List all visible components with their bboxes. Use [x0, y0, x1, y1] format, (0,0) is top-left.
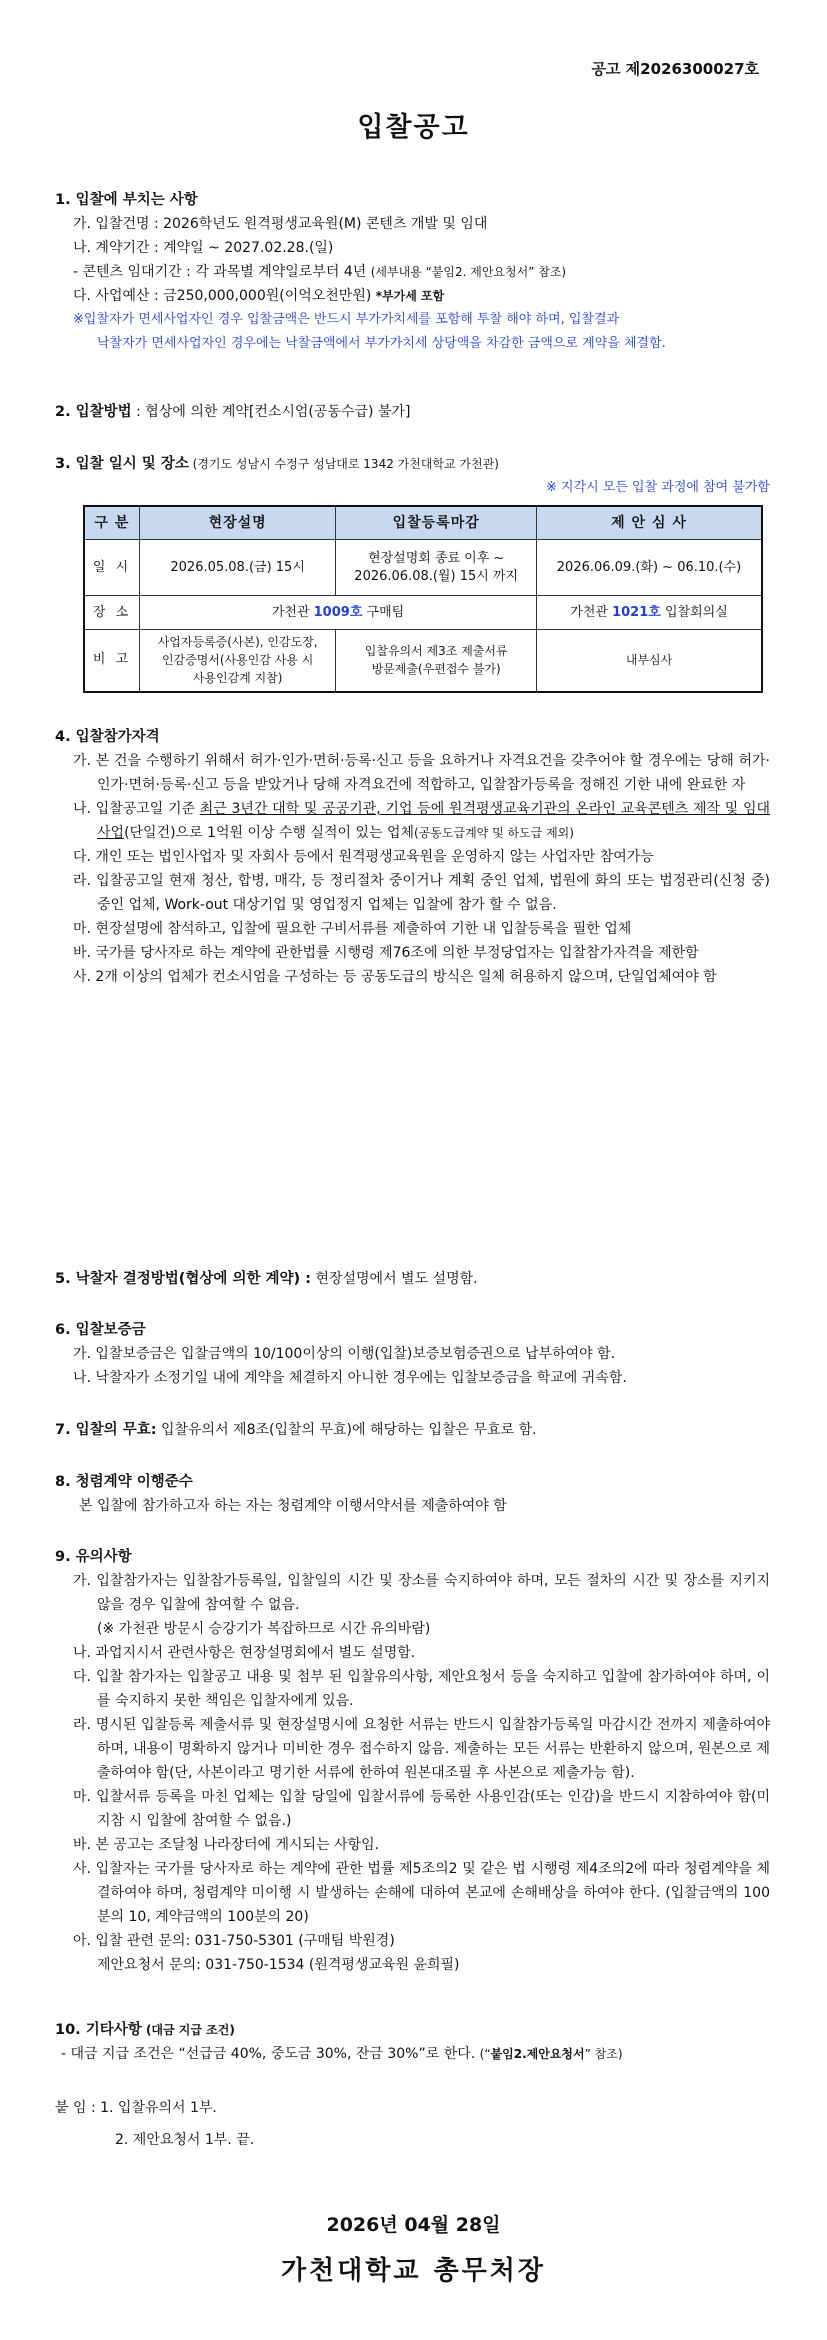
row-label-place: 장 소	[84, 596, 140, 630]
s4-item-a: 가. 본 건을 수행하기 위해서 허가·인가·면허·등록·신고 등을 요하거나 자격요건을 갖추어야 할 경우에는 당해 허가·인가·면허·등록·신고 등을 받았거나 당해 자격요건에 적합하고, 입찰참가등록을 정해진 기한 내에 완료한 자	[73, 753, 770, 793]
cell-briefing-remarks	[140, 630, 336, 692]
table-row	[84, 506, 762, 540]
section-2-heading: 2. 입찰방법	[55, 404, 132, 420]
section-2	[55, 400, 770, 424]
s9-item-h2: 제안요청서 문의: 031-750-1534 (원격평생교육원 윤희필)	[97, 1957, 460, 1973]
cell-review-remarks: 내부심사	[537, 630, 762, 692]
notice-date: 2026년 04월 28일	[326, 2214, 501, 2236]
row-label-datetime: 일 시	[84, 540, 140, 596]
cell-briefing-date: 2026.05.08.(금) 15시	[140, 540, 336, 596]
s4-item-b-post: (단일건)으로 1억원 이상 수행 실적이 있는 업체	[124, 825, 415, 841]
s4-item-b-note: (공동도급계약 및 하도급 제외)	[414, 826, 574, 840]
section-9	[55, 1545, 770, 1977]
section-3-heading: 3. 입찰 일시 및 장소	[55, 456, 189, 472]
section-8	[55, 1470, 770, 1518]
cell-review-place	[537, 596, 762, 630]
s4-item-f: 바. 국가를 당사자로 하는 계약에 관한법률 시행령 제76조에 의한 부정당업자는 입찰참가자격을 제한함	[73, 945, 699, 961]
issuing-organization: 가천대학교 총무처장	[280, 2256, 547, 2286]
cell-remarks-line2: 인감증명서(사용인감 사용 시	[161, 653, 314, 668]
section-5-heading: 5. 낙찰자 결정방법(협상에 의한 계약) :	[55, 1271, 311, 1287]
cell-place-prefix: 가천관	[271, 604, 314, 620]
section-3	[55, 452, 770, 500]
s1-item-d	[55, 284, 770, 308]
attachments	[55, 2096, 770, 2152]
section-8-text: 본 입찰에 참가하고자 하는 자는 청렴계약 이행서약서를 제출하여야 함	[79, 1498, 507, 1514]
table-row	[84, 540, 762, 596]
table-header-briefing: 현장설명	[140, 506, 336, 540]
s9-item-e: 마. 입찰서류 등록을 마친 업체는 입찰 당일에 입찰서류에 등록한 사용인감(또는 인감)을 반드시 지참하여야 함(미지참 시 입찰에 참여할 수 없음.)	[73, 1789, 770, 1829]
section-10-heading: 10. 기타사항	[55, 2022, 142, 2038]
s1-note-line1: ※입찰자가 면세사업자인 경우 입찰금액은 반드시 부가가치세를 포함해 투찰 해야 하며, 입찰결과	[73, 312, 620, 327]
cell-place-room: 1009호	[313, 604, 363, 620]
section-7-text: 입찰유의서 제8조(입찰의 무효)에 해당하는 입찰은 무효로 함.	[156, 1422, 537, 1438]
section-7	[55, 1418, 770, 1442]
cell-review-date: 2026.06.09.(화) ~ 06.10.(수)	[537, 540, 762, 596]
schedule-table	[83, 505, 763, 693]
s6-item-a: 가. 입찰보증금은 입찰금액의 10/100이상의 이행(입찰)보증보험증권으로 납부하여야 함.	[73, 1346, 616, 1362]
cell-place-suffix: 구매팀	[362, 604, 405, 620]
s6-item-b: 나. 낙찰자가 소정기일 내에 계약을 체결하지 아니한 경우에는 입찰보증금을 학교에 귀속함.	[73, 1370, 627, 1386]
section-8-heading: 8. 청렴계약 이행준수	[55, 1474, 193, 1490]
cell-review-place-room: 1021호	[612, 604, 661, 620]
s9-item-f: 바. 본 공고는 조달청 나라장터에 게시되는 사항임.	[73, 1837, 380, 1853]
section-9-heading: 9. 유의사항	[55, 1549, 132, 1565]
table-row	[84, 630, 762, 692]
page-title: 입찰공고	[357, 112, 470, 143]
cell-review-place-prefix: 가천관	[570, 604, 613, 620]
s9-item-b: 나. 과업지시서 관련사항은 현장설명회에서 별도 설명함.	[73, 1645, 416, 1661]
section-3-place: (경기도 성남시 수정구 성남대로 1342 가천대학교 가천관)	[188, 457, 499, 471]
cell-registration-date-line1: 현장설명회 종료 이후 ~	[368, 550, 505, 566]
s9-item-c: 다. 입찰 참가자는 입찰공고 내용 및 첨부 된 입찰유의사항, 제안요청서 등을 숙지하고 입찰에 참가하여야 하며, 이를 숙지하지 못한 책임은 입찰자에게 있음.	[73, 1669, 770, 1709]
attachment-item-2: 2. 제안요청서 1부. 끝.	[115, 2132, 255, 2148]
s1-item-d-text: 다. 사업예산 : 금250,000,000원(이억오천만원)	[73, 288, 376, 304]
section-10	[55, 2018, 770, 2066]
s4-item-g: 사. 2개 이상의 업체가 컨소시엄을 구성하는 등 공동도급의 방식은 일체 허용하지 않으며, 단일업체여야 함	[73, 969, 717, 985]
s1-item-a: 가. 입찰건명 : 2026학년도 원격평생교육원(M) 콘텐츠 개발 및 임대	[73, 216, 488, 232]
attachment-item-1: 붙 임 : 1. 입찰유의서 1부.	[55, 2100, 217, 2116]
s9-item-a: 가. 입찰참가자는 입찰참가등록일, 입찰일의 시간 및 장소를 숙지하여야 하며, 모든 절차의 시간 및 장소를 지키지 않을 경우 입찰에 참여할 수 없음.	[73, 1573, 770, 1613]
s1-item-c	[55, 260, 770, 284]
section-6	[55, 1318, 770, 1390]
section-7-heading: 7. 입찰의 무효:	[55, 1422, 157, 1438]
section-3-note: ※ 지각시 모든 입찰 과정에 참여 불가함	[545, 480, 770, 495]
cell-remarks-line1: 사업자등록증(사본), 인감도장,	[157, 635, 318, 650]
s4-item-c: 다. 개인 또는 법인사업자 및 자회사 등에서 원격평생교육원을 운영하지 않는 사업자만 참여가능	[73, 849, 654, 865]
s4-item-e: 마. 현장설명에 참석하고, 입찰에 필요한 구비서류를 제출하여 기한 내 입찰등록을 필한 업체	[73, 921, 632, 937]
s1-item-d-note: *부가세 포함	[375, 289, 445, 303]
s4-item-b	[55, 797, 770, 845]
section-2-text: : 협상에 의한 계약[컨소시엄(공동수급) 불가]	[131, 404, 411, 420]
s1-item-c-note: (세부내용 “붙임2. 제안요청서” 참조)	[370, 265, 567, 279]
s9-item-a-note: (※ 가천관 방문시 승강기가 복잡하므로 시간 유의바람)	[97, 1621, 431, 1637]
cell-reg-remarks-line1: 입찰유의서 제3조 제출서류	[364, 644, 508, 659]
section-10-ref-doc: 붙임2.제안요청서	[490, 2047, 585, 2061]
s1-item-b: 나. 계약기간 : 계약일 ~ 2027.02.28.(일)	[73, 240, 334, 256]
table-header-category: 구 분	[84, 506, 140, 540]
table-header-registration: 입찰등록마감	[336, 506, 537, 540]
section-5	[55, 1267, 770, 1291]
section-5-text: 현장설명에서 별도 설명함.	[311, 1271, 478, 1287]
section-10-ref-open: (“	[479, 2047, 491, 2061]
cell-registration-date-line2: 2026.06.08.(월) 15시 까지	[354, 568, 519, 584]
section-4-heading: 4. 입찰참가자격	[55, 729, 160, 745]
s4-item-d: 라. 입찰공고일 현재 청산, 합병, 매각, 등 정리절차 중이거나 계획 중인 업체, 법원에 화의 또는 법정관리(신청 중)중인 업체, Work-out 대상기업 및 영업정지 업체는 입찰에 참가 할 수 없음.	[73, 873, 770, 913]
cell-registration-date	[336, 540, 537, 596]
notice-number: 공고 제2026300027호	[591, 60, 759, 78]
section-1-heading: 1. 입찰에 부치는 사항	[55, 192, 198, 208]
section-10-text	[55, 2042, 770, 2066]
section-10-ref-close: ” 참조)	[584, 2047, 623, 2061]
s1-note-line2: 낙찰자가 면세사업자인 경우에는 낙찰금액에서 부가가치세 상당액을 차감한 금액으로 계약을 체결함.	[97, 336, 666, 351]
cell-review-place-suffix: 입찰회의실	[660, 604, 728, 620]
cell-briefing-place	[140, 596, 537, 630]
section-1	[55, 188, 770, 356]
s9-item-h1: 아. 입찰 관련 문의: 031-750-5301 (구매팀 박원경)	[73, 1933, 395, 1949]
s1-item-c-text: - 콘텐츠 임대기간 : 각 과목별 계약일로부터 4년	[73, 264, 371, 280]
cell-registration-remarks	[336, 630, 537, 692]
table-header-review: 제 안 심 사	[537, 506, 762, 540]
section-10-text-main: - 대금 지급 조건은 “선급금 40%, 중도금 30%, 잔금 30%”로 한다.	[61, 2046, 480, 2062]
s9-item-d: 라. 명시된 입찰등록 제출서류 및 현장설명시에 요청한 서류는 반드시 입찰참가등록일 마감시간 전까지 제출하여야 하며, 내용이 명확하지 않거나 미비한 경우 접수하지 않음. 제출하는 모든 서류는 반환하지 않으며, 원본으로 제출하여야 함(단, 사본이라고 명기한 서류에 한하여 원본대조필 후 사본으로 제출가능 함).	[73, 1717, 770, 1781]
row-label-remarks: 비 고	[84, 630, 140, 692]
s4-item-b-underlined: 최근 3년간 대학 및 공공기관, 기업 등에 원격평생교육기관의 온라인 교육콘텐츠 제작 및 임대사업	[97, 801, 770, 841]
section-4	[55, 725, 770, 989]
cell-remarks-line3: 사용인감계 지참)	[192, 671, 283, 686]
section-10-heading-note: (대금 지급 조건)	[141, 2023, 235, 2037]
cell-reg-remarks-line2: 방문제출(우편접수 불가)	[371, 662, 501, 677]
section-6-heading: 6. 입찰보증금	[55, 1322, 146, 1338]
table-row	[84, 596, 762, 630]
s4-item-b-pre: 나. 입찰공고일 기준	[73, 801, 200, 817]
s9-item-g: 사. 입찰자는 국가를 당사자로 하는 계약에 관한 법률 제5조의2 및 같은 법 시행령 제4조의2에 따라 청렴계약을 체결하여야 하며, 청렴계약 미이행 시 발생하는 손해에 대하여 본교에 손해배상을 하여야 한다. (입찰금액의 100분의 10, 계약금액의 100분의 20)	[73, 1861, 770, 1925]
